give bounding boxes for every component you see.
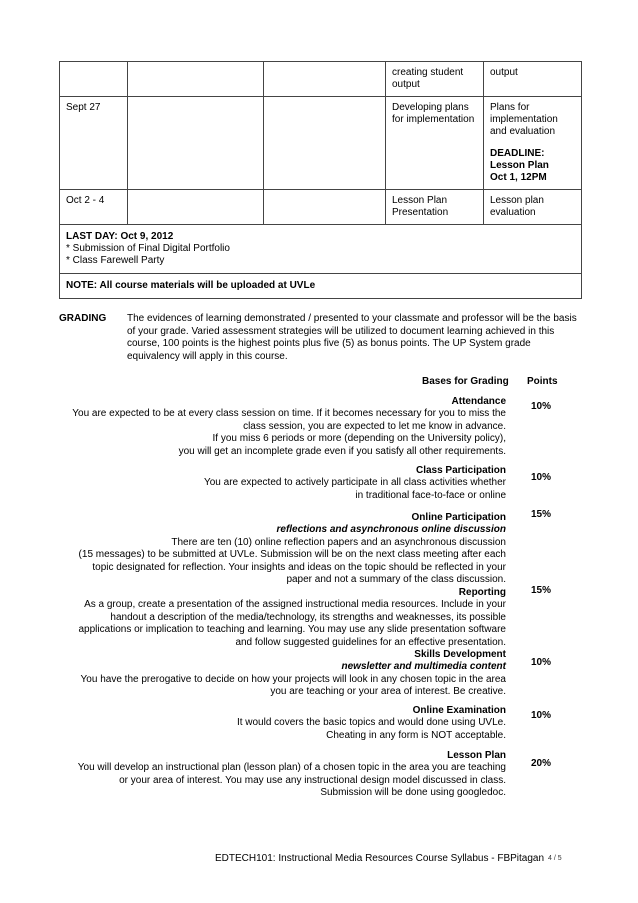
grading-label: GRADING	[59, 313, 107, 324]
points-header: Points	[527, 376, 558, 387]
output-cell	[484, 97, 582, 190]
last-day-cell	[60, 225, 582, 274]
criterion-subtitle: reflections and asynchronous online discussion	[276, 524, 506, 536]
criterion-line: paper and not a summary of the class discussion.	[286, 574, 506, 586]
criterion-line: There are ten (10) online reflection papers and an asynchronous discussion	[171, 536, 506, 548]
cell	[264, 190, 386, 225]
bases-header: Bases for Grading	[422, 376, 509, 387]
schedule-row	[60, 97, 582, 190]
deadline-label: DEADLINE:	[490, 148, 545, 159]
activity-cell: Lesson Plan Presentation	[386, 190, 484, 225]
criterion-online-examination	[237, 705, 506, 742]
output-cell: Lesson plan evaluation	[484, 190, 582, 225]
activity-cell: Developing plans for implementation	[386, 97, 484, 190]
activity-cell: creating student output	[386, 62, 484, 97]
criterion-title: Lesson Plan	[447, 750, 506, 761]
deadline-date: Oct 1, 12PM	[490, 172, 547, 183]
criterion-line: handout a description of the media/technology, its strengths and weaknesses, its possible	[110, 611, 506, 623]
criterion-line: in traditional face-to-face or online	[355, 489, 506, 501]
criterion-online-participation	[79, 512, 506, 586]
criterion-line: topic designated for reflection. Your insights and ideas on the topic should be reflected in your	[92, 561, 506, 573]
criterion-class-participation	[204, 465, 506, 502]
criterion-title: Class Participation	[415, 465, 506, 476]
criterion-title: Skills Development	[414, 649, 506, 660]
criterion-line: Cheating in any form is NOT acceptable.	[326, 729, 506, 741]
last-day-item: * Class Farewell Party	[66, 255, 165, 266]
criterion-line: or your area of interest. You may use any instructional design model discussed in class.	[119, 774, 506, 786]
cell	[264, 97, 386, 190]
criterion-attendance	[72, 396, 506, 458]
date-cell: Oct 2 - 4	[60, 190, 128, 225]
cell	[128, 190, 264, 225]
criterion-title: Attendance	[451, 396, 506, 407]
criterion-line: You will develop an instructional plan (lesson plan) of a chosen topic in the area you are teaching	[77, 762, 506, 774]
output-text: Plans for implementation and evaluation	[490, 102, 558, 137]
criterion-title: Online Participation	[411, 512, 506, 523]
page-number: 4 / 5	[548, 855, 562, 862]
criterion-line: As a group, create a presentation of the assigned instructional media resources. Include in your	[84, 599, 506, 611]
criterion-line: You are expected to actively participate in all class activities whether	[203, 477, 506, 489]
criterion-line: class session, you are expected to let me know in advance.	[243, 420, 506, 432]
criterion-line: you are teaching or your area of interest. Be creative.	[270, 686, 506, 698]
last-day-item: * Submission of Final Digital Portfolio	[66, 243, 230, 254]
criterion-line: Submission will be done using googledoc.	[320, 787, 506, 799]
criterion-title: Online Examination	[412, 705, 506, 716]
criterion-line: If you miss 6 periods or more (depending on the University policy),	[212, 433, 506, 445]
cell	[264, 62, 386, 97]
points-value: 10%	[531, 401, 552, 412]
points-value: 10%	[531, 710, 552, 721]
output-cell: output	[484, 62, 582, 97]
criterion-subtitle: newsletter and multimedia content	[341, 661, 506, 673]
criterion-line: You are expected to be at every class session on time. If it becomes necessary for you to miss the	[72, 408, 506, 420]
note-row	[60, 274, 582, 299]
criterion-line: It would covers the basic topics and would done using UVLe.	[236, 717, 506, 729]
schedule-row	[60, 190, 582, 225]
deadline-item: Lesson Plan	[490, 160, 549, 171]
note-cell: NOTE: All course materials will be uploaded at UVLe	[60, 274, 582, 299]
criterion-line: applications or implication to teaching and learning. You may use any slide presentation software	[78, 624, 506, 636]
date-cell	[60, 62, 128, 97]
criterion-line: and follow suggested guidelines for an effective presentation.	[235, 636, 506, 648]
points-value: 10%	[531, 657, 552, 668]
last-day-row	[60, 225, 582, 274]
criterion-skills-development	[81, 649, 506, 699]
cell	[128, 62, 264, 97]
points-value: 15%	[531, 509, 552, 520]
points-value: 20%	[531, 758, 552, 769]
schedule-row	[60, 62, 582, 97]
footer-text: EDTECH101: Instructional Media Resources Course Syllabus - FBPitagan	[215, 853, 545, 864]
schedule-table	[59, 61, 582, 299]
date-cell: Sept 27	[60, 97, 128, 190]
criterion-lesson-plan	[78, 750, 506, 800]
criterion-title: Reporting	[458, 587, 506, 598]
grading-intro: The evidences of learning demonstrated / presented to your classmate and professor will be the basis of your grade. Varied assessment strategies will be utilized to document learning achieved in this course, 100 points is the highest points plus five (5) as bonus points. The UP System grade equivalency will apply in this course.	[127, 313, 577, 362]
criterion-line: (15 messages) to be submitted at UVLe. Submission will be on the next class meeting after each	[78, 549, 506, 561]
last-day-title: LAST DAY: Oct 9, 2012	[66, 231, 174, 242]
cell	[128, 97, 264, 190]
criterion-reporting	[79, 587, 507, 649]
points-value: 15%	[531, 585, 552, 596]
criterion-line: You have the prerogative to decide on how your projects will look in any chosen topic in the area	[80, 673, 506, 685]
criterion-line: you will get an incomplete grade even if you satisfy all other requirements.	[178, 445, 506, 457]
points-value: 10%	[531, 472, 552, 483]
